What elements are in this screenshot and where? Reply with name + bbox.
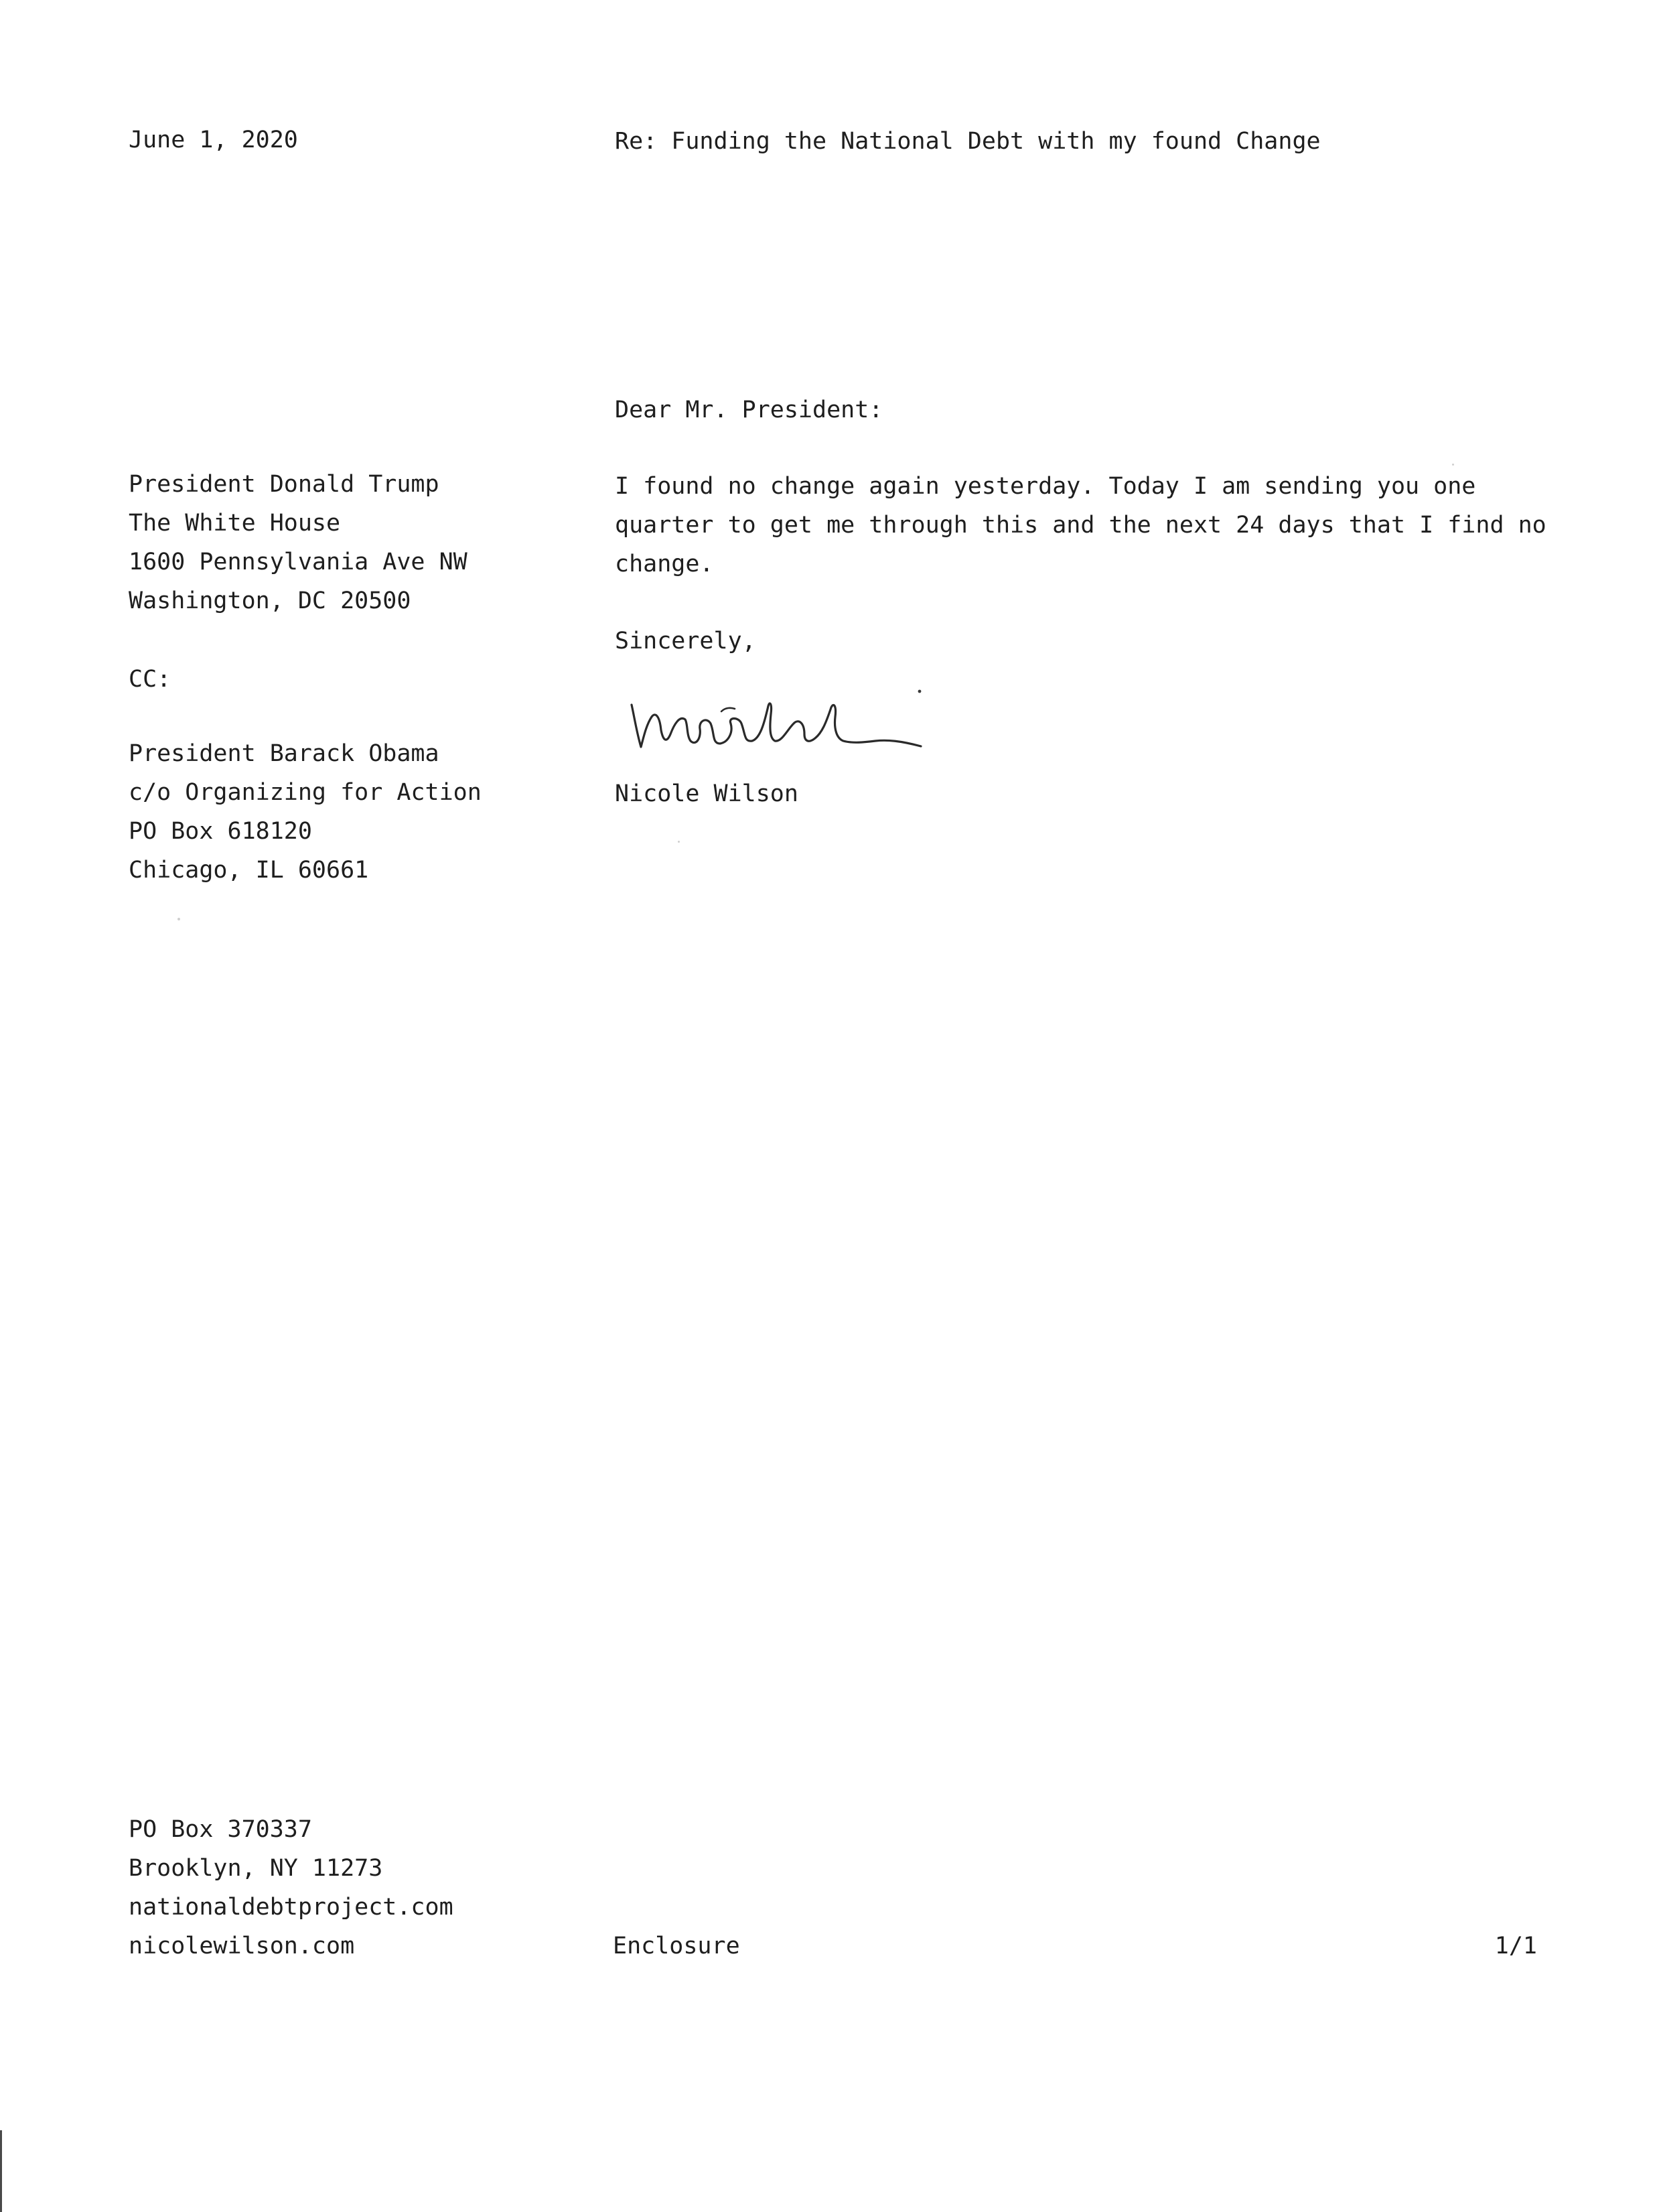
letter-subject: Re: Funding the National Debt with my found Change bbox=[615, 128, 1321, 155]
sender-line: Brooklyn, NY 11273 bbox=[129, 1855, 383, 1882]
sender-line: nicolewilson.com bbox=[129, 1933, 355, 1959]
letter-date: June 1, 2020 bbox=[129, 127, 298, 153]
letter-body-paragraph: I found no change again yesterday. Today I am sending you one quarter to get me through this and the next 24 days that I find no change. bbox=[615, 473, 1546, 577]
page-number: 1/1 bbox=[1494, 1933, 1537, 1959]
recipient-line: The White House bbox=[129, 510, 341, 537]
enclosure-note: Enclosure bbox=[613, 1933, 740, 1959]
recipient-line: President Donald Trump bbox=[129, 471, 439, 498]
sender-address bbox=[129, 1810, 453, 1965]
cc-line: Chicago, IL 60661 bbox=[129, 857, 369, 884]
cc-line: c/o Organizing for Action bbox=[129, 779, 482, 806]
recipient-line: 1600 Pennsylvania Ave NW bbox=[129, 549, 467, 575]
cc-address bbox=[129, 734, 482, 890]
signer-name: Nicole Wilson bbox=[615, 780, 798, 807]
scan-edge-mark bbox=[0, 2130, 2, 2212]
cc-line: PO Box 618120 bbox=[129, 818, 312, 845]
scan-speck bbox=[1452, 464, 1454, 466]
handwritten-signature bbox=[626, 677, 934, 764]
scan-speck bbox=[177, 918, 180, 920]
sender-line: PO Box 370337 bbox=[129, 1816, 312, 1843]
closing: Sincerely, bbox=[615, 628, 756, 654]
scan-speck bbox=[678, 841, 680, 843]
cc-line: President Barack Obama bbox=[129, 740, 439, 767]
sender-line: nationaldebtproject.com bbox=[129, 1894, 453, 1921]
salutation: Dear Mr. President: bbox=[615, 397, 883, 423]
recipient-line: Washington, DC 20500 bbox=[129, 587, 411, 614]
recipient-address bbox=[129, 465, 467, 620]
cc-label: CC: bbox=[129, 666, 171, 693]
